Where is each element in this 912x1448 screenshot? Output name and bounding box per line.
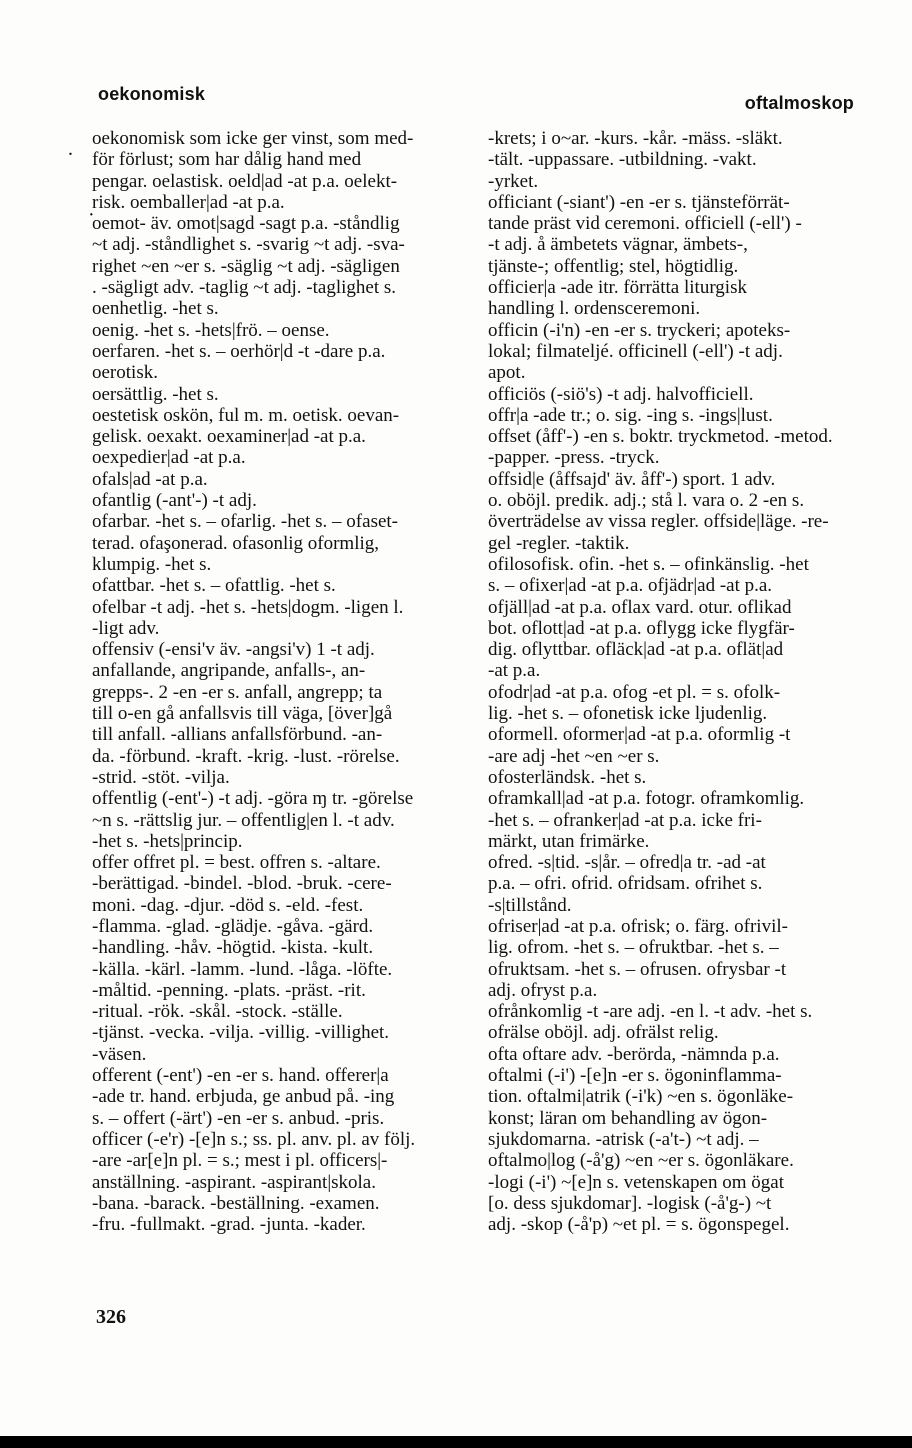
- entry-line: offsid|e (åffsajd' äv. åff'-) sport. 1 adv.: [488, 468, 776, 490]
- entry-line: anfallande, angripande, anfalls-, an-: [92, 660, 366, 682]
- entry-line: till o-en gå anfallsvis till väga, [över]gå: [92, 703, 393, 725]
- entry-line: oekonomisk som icke ger vinst, som med-: [92, 128, 414, 149]
- entry-line: sjukdomarna. -atrisk (-a't-) ~t adj. –: [488, 1128, 759, 1150]
- entry-line: -tält. -uppassare. -utbildning. -vakt.: [488, 149, 757, 171]
- entry-line: -t adj. å ämbetets vägnar, ämbets-,: [488, 234, 748, 256]
- entry-line: oftalmi (-i') -[e]n -er s. ögoninflamma-: [488, 1065, 782, 1087]
- entry-line: ofelbar -t adj. -het s. -hets|dogm. -ligen l.: [92, 596, 404, 618]
- entry-line: . -sägligt adv. -taglig ~t adj. -taglighet s.: [92, 277, 397, 299]
- entry-line: ofta oftare adv. -berörda, -nämnda p.a.: [488, 1043, 780, 1065]
- entry-line: ofodr|ad -at p.a. ofog -et pl. = s. ofolk-: [488, 681, 781, 703]
- entry-line: ofals|ad -at p.a.: [92, 468, 208, 490]
- entry-line: -ritual. -rök. -skål. -stock. -ställe.: [92, 1001, 343, 1023]
- entry-line: -strid. -stöt. -vilja.: [92, 766, 230, 788]
- entry-line: ofrälse oböjl. adj. ofrälst relig.: [488, 1022, 719, 1044]
- entry-line: oframkall|ad -at p.a. fotogr. oframkomlig.: [488, 788, 805, 810]
- running-head-right: oftalmoskop: [744, 93, 854, 113]
- right-column: [488, 128, 850, 1235]
- entry-line: -bana. -barack. -beställning. -examen.: [92, 1192, 380, 1214]
- entry-line: oerotisk.: [92, 362, 158, 384]
- entry-line: anställning. -aspirant. -aspirant|skola.: [92, 1171, 376, 1193]
- entry-line: ofruktsam. -het s. – ofrusen. ofrysbar -t: [488, 958, 787, 980]
- entry-line: pengar. oelastisk. oeld|ad -at p.a. oelekt-: [92, 170, 398, 192]
- entry-line: oftalmo|log (-å'g) ~en ~er s. ögonläkare.: [488, 1150, 794, 1172]
- entry-line: oemot- äv. omot|sagd -sagt p.a. -ståndlig: [92, 213, 400, 235]
- entry-line: för förlust; som har dålig hand med: [92, 149, 362, 171]
- entry-line: moni. -dag. -djur. -död s. -eld. -fest.: [92, 894, 364, 916]
- entry-line: righet ~en ~er s. -säglig ~t adj. -sägligen: [92, 255, 400, 277]
- margin-bullet: ·: [88, 204, 95, 226]
- entry-line: officiant (-siant') -en -er s. tjänsteförrät-: [488, 191, 790, 213]
- entry-line: -flamma. -glad. -glädje. -gåva. -gärd.: [92, 915, 374, 937]
- margin-dot: .: [68, 138, 73, 160]
- entry-line: terad. ofaşonerad. ofasonlig oformlig,: [92, 532, 380, 554]
- entry-line: ofosterländsk. -het s.: [488, 766, 647, 788]
- running-head-left: oekonomisk: [98, 84, 206, 104]
- entry-line: ~t adj. -ståndlighet s. -svarig ~t adj. -sva-: [92, 234, 405, 256]
- entry-line: lokal; filmatelјé. officinell (-ell') -t adj.: [488, 340, 783, 362]
- entry-line: -fru. -fullmakt. -grad. -junta. -kader.: [92, 1214, 366, 1236]
- entry-line: dig. oflyttbar. ofläck|ad -at p.a. oflät|ad: [488, 639, 784, 661]
- entry-line: -tjänst. -vecka. -vilja. -villig. -villighet.: [92, 1022, 390, 1044]
- entry-line: oersättlig. -het s.: [92, 383, 219, 405]
- entry-line: ofriser|ad -at p.a. ofrisk; o. färg. ofrivil-: [488, 915, 788, 937]
- entry-line: -väsen.: [92, 1043, 147, 1065]
- entry-line: -ligt adv.: [92, 617, 160, 639]
- entry-line: offr|a -ade tr.; o. sig. -ing s. -ings|lust.: [488, 404, 773, 426]
- entry-line: oformell. oformer|ad -at p.a. oformlig -t: [488, 724, 791, 746]
- entry-line: -are -ar[e]n pl. = s.; mest i pl. officers|-: [92, 1150, 388, 1172]
- entry-line: oenhetlig. -het s.: [92, 298, 219, 320]
- entry-line: ofrånkomlig -t -are adj. -en l. -t adv. -het s.: [488, 1001, 813, 1023]
- entry-line: [o. dess sjukdomar]. -logisk (-å'g-) ~t: [488, 1192, 772, 1214]
- entry-line: da. -förbund. -kraft. -krig. -lust. -rörelse.: [92, 745, 400, 767]
- entry-line: oenig. -het s. -hets|frö. – oense.: [92, 319, 330, 341]
- entry-line: ofantlig (-ant'-) -t adj.: [92, 490, 257, 512]
- entry-line: bot. oflott|ad -at p.a. oflygg icke flygfär-: [488, 617, 795, 639]
- entry-line: s. – ofixer|ad -at p.a. ofjädr|ad -at p.a.: [488, 575, 773, 597]
- entry-line: klumpig. -het s.: [92, 553, 212, 575]
- entry-line: ofilosofisk. ofin. -het s. – ofinkänslig. -het: [488, 553, 809, 575]
- entry-line: offset (åff'-) -en s. boktr. tryckmetod. -metod.: [488, 426, 833, 448]
- entry-line: -logi (-i') ~[e]n s. vetenskapen om ögat: [488, 1171, 784, 1193]
- entry-line: ofattbar. -het s. – ofattlig. -het s.: [92, 575, 336, 597]
- entry-line: p.a. – ofri. ofrid. ofridsam. ofrihet s.: [488, 873, 763, 895]
- entry-line: gel -regler. -taktik.: [488, 532, 630, 554]
- entry-line: -het s. -hets|princip.: [92, 830, 243, 852]
- entry-line: märkt, utan frimärke.: [488, 830, 650, 852]
- entry-line: offentlig (-ent'-) -t adj. -göra ɱ tr. -görelse: [92, 788, 414, 810]
- entry-line: oexpedier|ad -at p.a.: [92, 447, 246, 469]
- entry-line: grepps-. 2 -en -er s. anfall, angrepp; ta: [92, 681, 383, 703]
- entry-line: officer (-e'r) -[e]n s.; ss. pl. anv. pl. av följ.: [92, 1128, 416, 1150]
- entry-line: -yrket.: [488, 170, 539, 192]
- entry-line: -måltid. -penning. -plats. -präst. -rit.: [92, 979, 366, 1001]
- entry-line: -papper. -press. -tryck.: [488, 447, 660, 469]
- entry-line: officier|a -ade itr. förrätta liturgisk: [488, 277, 747, 299]
- entry-line: tion. oftalmi|atrik (-i'k) ~en s. ögonläke-: [488, 1086, 794, 1108]
- entry-line: -s|tillstånd.: [488, 894, 572, 916]
- entry-line: officiös (-siö's) -t adj. halvofficiell.: [488, 383, 754, 405]
- entry-line: gelisk. oexakt. oexaminer|ad -at p.a.: [92, 426, 366, 448]
- entry-line: -krets; i o~ar. -kurs. -kår. -mäss. -släkt.: [488, 128, 783, 149]
- page-number: 326: [96, 1306, 126, 1328]
- entry-line: -ade tr. hand. erbjuda, ge anbud på. -ing: [92, 1086, 395, 1108]
- entry-line: -are adj -het ~en ~er s.: [488, 745, 660, 767]
- entry-line: ~n s. -rättslig jur. – offentlig|en l. -t adv.: [92, 809, 395, 831]
- entry-line: -handling. -håv. -högtid. -kista. -kult.: [92, 937, 374, 959]
- entry-line: apot.: [488, 362, 526, 384]
- entry-line: offer offret pl. = best. offren s. -altare.: [92, 852, 381, 874]
- entry-line: oestetisk oskön, ful m. m. oetisk. oevan-: [92, 404, 400, 426]
- entry-line: -het s. – ofranker|ad -at p.a. icke fri-: [488, 809, 762, 831]
- entry-line: ofarbar. -het s. – ofarlig. -het s. – ofaset-: [92, 511, 399, 533]
- entry-line: adj. -skop (-å'p) ~et pl. = s. ögonspegel.: [488, 1214, 790, 1236]
- entry-line: lig. -het s. – ofonetisk icke ljudenlig.: [488, 703, 768, 725]
- entry-line: lig. ofrom. -het s. – ofruktbar. -het s. –: [488, 937, 779, 959]
- entry-line: konst; läran om behandling av ögon-: [488, 1107, 768, 1129]
- entry-line: ofred. -s|tid. -s|år. – ofred|a tr. -ad -at: [488, 852, 766, 874]
- entry-line: offensiv (-ensi'v äv. -angsi'v) 1 -t adj.: [92, 639, 375, 661]
- entry-line: risk. oemballer|ad -at p.a.: [92, 191, 285, 213]
- entry-line: offerent (-ent') -en -er s. hand. offerer|a: [92, 1065, 389, 1087]
- entry-line: s. – offert (-ärt') -en -er s. anbud. -pris.: [92, 1107, 385, 1129]
- entry-line: officin (-i'n) -en -er s. tryckeri; apoteks-: [488, 319, 791, 341]
- entry-line: adj. ofryst p.a.: [488, 979, 598, 1001]
- entry-line: tande präst vid ceremoni. officiell (-ell') -: [488, 213, 802, 235]
- entry-line: ofjäll|ad -at p.a. oflax vard. otur. oflikad: [488, 596, 792, 618]
- entry-line: handling l. ordensceremoni.: [488, 298, 701, 320]
- scan-edge: [0, 1436, 912, 1448]
- entry-line: -källa. -kärl. -lamm. -lund. -låga. -löfte.: [92, 958, 393, 980]
- left-column: [92, 128, 462, 1235]
- entry-line: oerfaren. -het s. – oerhör|d -t -dare p.a.: [92, 340, 386, 362]
- entry-line: -berättigad. -bindel. -blod. -bruk. -cere-: [92, 873, 392, 895]
- entry-line: -at p.a.: [488, 660, 541, 682]
- entry-line: o. oböjl. predik. adj.; stå l. vara o. 2 -en s.: [488, 490, 805, 512]
- entry-line: tjänste-; offentlig; stel, högtidlig.: [488, 255, 739, 277]
- entry-line: till anfall. -allians anfallsförbund. -an-: [92, 724, 383, 746]
- entry-line: överträdelse av vissa regler. offside|läge. -re-: [488, 511, 829, 533]
